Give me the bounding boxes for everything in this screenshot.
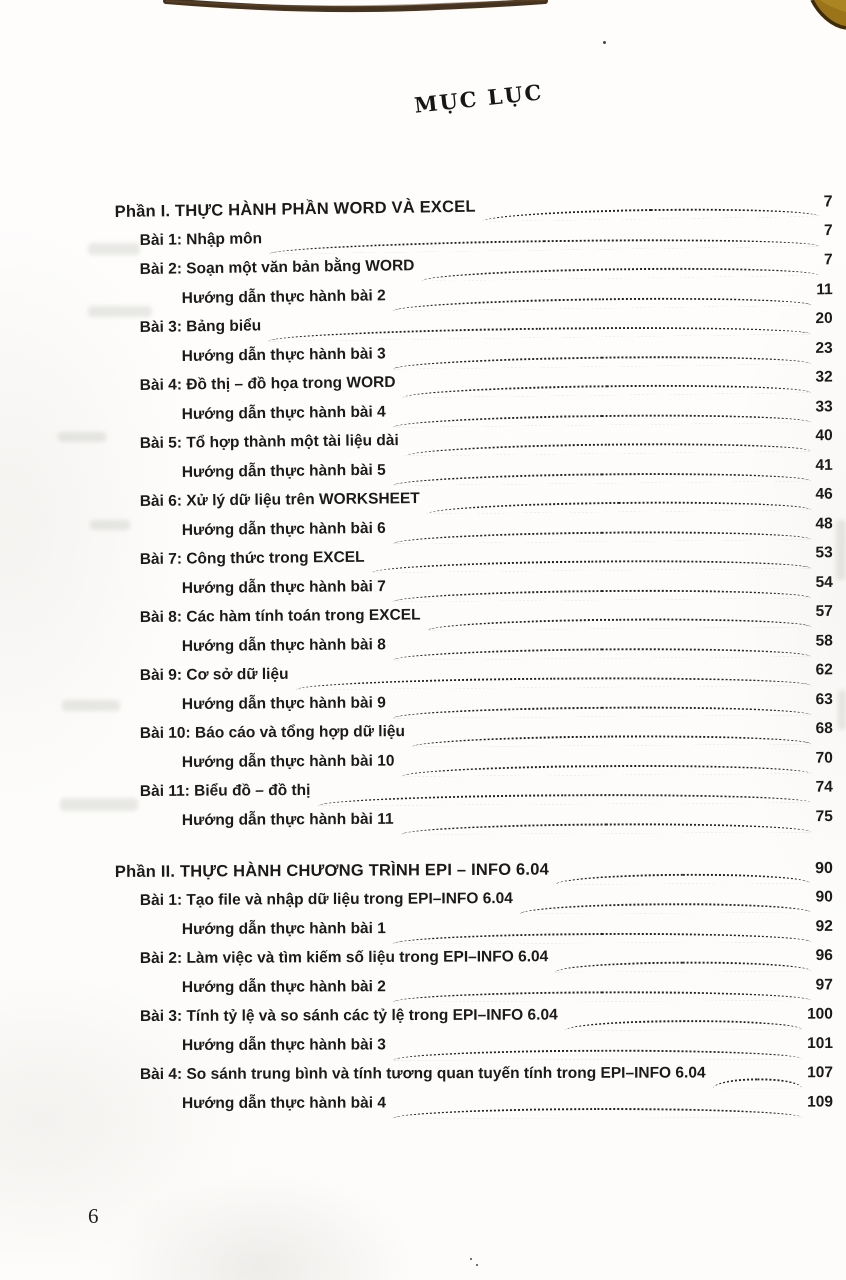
- dot-leader: [296, 676, 811, 690]
- dot-leader: [713, 1078, 803, 1088]
- book-edge-shadow: [0, 0, 846, 18]
- scan-speck: [603, 41, 606, 44]
- toc-entry-page: 100: [807, 1005, 833, 1023]
- page-corner-curl: [786, 0, 846, 34]
- dot-leader: [393, 413, 811, 428]
- toc-entry-label: Hướng dẫn thực hành bài 4: [181, 1094, 386, 1112]
- dot-leader: [393, 588, 811, 602]
- toc-entry-label: Bài 2: Làm việc và tìm kiếm số liệu trong EPI–INFO 6.04: [139, 948, 549, 968]
- table-of-contents: [114, 193, 833, 1124]
- dot-leader: [556, 873, 810, 884]
- toc-entry-label: Bài 3: Tính tỷ lệ và so sánh các tỷ lệ trong EPI–INFO 6.04: [139, 1006, 558, 1025]
- toc-entry: [182, 918, 833, 950]
- toc-entry-label: Bài 6: Xử lý dữ liệu trên WORKSHEET: [139, 490, 420, 511]
- toc-entry-label: Bài 2: Soạn một văn bản bằng WORD: [139, 257, 415, 279]
- page-title: MỤC LỤC: [413, 79, 545, 118]
- toc-entry-page: 101: [807, 1034, 833, 1053]
- toc-entry-page: 54: [815, 573, 833, 592]
- toc-entry-label: Hướng dẫn thực hành bài 2: [181, 978, 386, 997]
- toc-entry-page: 23: [815, 339, 833, 357]
- dot-leader: [412, 734, 811, 747]
- toc-entry: [140, 1064, 833, 1095]
- toc-entry: [140, 779, 833, 812]
- dot-leader: [393, 932, 811, 944]
- dot-leader: [428, 617, 811, 630]
- toc-entry-page: 70: [815, 749, 833, 767]
- dot-leader: [393, 705, 811, 718]
- dot-leader: [520, 903, 811, 915]
- toc-entry-label: Bài 10: Báo cáo và tổng hợp dữ liệu: [139, 723, 406, 743]
- toc-entry-page: 58: [815, 632, 833, 650]
- page-number: 6: [88, 1204, 99, 1228]
- toc-entry: [140, 1006, 833, 1037]
- toc-entry-page: 11: [816, 281, 833, 299]
- bleed-through-smudge: [58, 432, 106, 442]
- dot-leader: [393, 295, 812, 311]
- dot-leader: [393, 1108, 802, 1119]
- dot-leader: [393, 530, 811, 544]
- toc-entry-label: Hướng dẫn thực hành bài 3: [181, 345, 386, 366]
- dot-leader: [401, 822, 811, 834]
- dot-leader: [402, 764, 811, 777]
- dot-leader: [393, 471, 811, 486]
- toc-entry-page: 32: [815, 368, 833, 386]
- bleed-through-smudge: [62, 700, 120, 711]
- dot-leader: [393, 354, 811, 369]
- bleed-through-smudge: [838, 690, 846, 730]
- toc-entry-label: Hướng dẫn thực hành bài 9: [181, 694, 386, 714]
- toc-entry-label: Bài 4: So sánh trung bình và tính tương quan tuyến tính trong EPI–INFO 6.04: [139, 1064, 706, 1083]
- toc-entry-label: Hướng dẫn thực hành bài 6: [181, 519, 386, 540]
- toc-entry-label: Hướng dẫn thực hành bài 3: [181, 1036, 386, 1054]
- toc-entry-label: Hướng dẫn thực hành bài 11: [181, 810, 394, 830]
- toc-entry-page: 63: [815, 690, 833, 709]
- toc-entry-label: Hướng dẫn thực hành bài 2: [181, 287, 386, 308]
- toc-entry-page: 107: [807, 1064, 833, 1082]
- toc-entry-page: 75: [815, 808, 833, 826]
- toc-entry: [140, 947, 833, 979]
- dot-leader: [406, 441, 811, 456]
- toc-entry-label: Hướng dẫn thực hành bài 4: [181, 403, 386, 424]
- toc-entry-page: 96: [815, 946, 833, 965]
- dot-leader: [565, 1020, 802, 1031]
- dot-leader: [421, 265, 819, 281]
- toc-entry-page: 68: [815, 719, 833, 738]
- dot-leader: [427, 500, 811, 514]
- toc-entry-page: 33: [815, 398, 833, 416]
- toc-entry-page: 7: [823, 251, 833, 269]
- scan-speck: [470, 1258, 472, 1260]
- toc-entry-page: 46: [815, 485, 833, 503]
- toc-section-heading-label: Phần II. THỰC HÀNH CHƯƠNG TRÌNH EPI – INFO 6.04: [114, 860, 550, 882]
- dot-leader: [393, 991, 811, 1003]
- dot-leader: [555, 961, 810, 972]
- toc-entry-label: Hướng dẫn thực hành bài 8: [181, 636, 386, 656]
- toc-entry-label: Bài 8: Các hàm tính toán trong EXCEL: [139, 606, 421, 627]
- dot-leader: [317, 793, 810, 806]
- toc-entry-label: Bài 11: Biểu đồ – đồ thị: [139, 781, 311, 801]
- toc-entry-page: 62: [815, 661, 833, 679]
- toc-entry-label: Bài 1: Tạo file và nhập dữ liệu trong EPI–INFO 6.04: [139, 890, 513, 910]
- toc-entry-label: Bài 1: Nhập môn: [139, 230, 263, 250]
- dot-leader: [393, 1049, 802, 1060]
- toc-entry-page: 109: [807, 1093, 833, 1111]
- toc-entry: [182, 1035, 833, 1066]
- bleed-through-smudge: [836, 520, 846, 580]
- dot-leader: [403, 383, 811, 398]
- toc-entry: [182, 750, 833, 783]
- toc-section-heading-label: Phần I. THỰC HÀNH PHẦN WORD VÀ EXCEL: [114, 197, 476, 222]
- toc-entry-label: Hướng dẫn thực hành bài 10: [181, 752, 395, 772]
- toc-section-heading-page: 90: [815, 859, 833, 878]
- scan-speck: [476, 1264, 478, 1266]
- toc-entry-label: Hướng dẫn thực hành bài 1: [181, 920, 386, 939]
- toc-section-heading: [115, 859, 833, 892]
- toc-entry-label: Bài 7: Công thức trong EXCEL: [139, 548, 365, 569]
- toc-entry-label: Hướng dẫn thực hành bài 5: [181, 461, 386, 482]
- dot-leader: [483, 207, 819, 222]
- toc-entry-label: Bài 3: Bảng biểu: [139, 317, 262, 337]
- dot-leader: [268, 324, 810, 341]
- toc-entry: [182, 808, 833, 841]
- toc-entry-page: 90: [815, 888, 833, 906]
- toc-entry: [182, 1094, 833, 1124]
- toc-entry-page: 20: [815, 309, 833, 328]
- dot-leader: [269, 236, 819, 254]
- toc-entry-page: 40: [815, 427, 833, 445]
- toc-entry: [140, 720, 833, 754]
- toc-entry: [182, 976, 833, 1008]
- toc-entry-page: 7: [823, 222, 833, 240]
- toc-entry-page: 48: [815, 515, 833, 533]
- toc-entry-label: Hướng dẫn thực hành bài 7: [181, 578, 386, 598]
- toc-entry-page: 74: [815, 778, 833, 796]
- toc-entry-page: 53: [815, 544, 833, 562]
- toc-entry-label: Bài 5: Tổ hợp thành một tài liệu dài: [139, 432, 399, 453]
- dot-leader: [372, 558, 811, 572]
- toc-entry-page: 92: [815, 917, 833, 935]
- toc-entry-label: Bài 9: Cơ sở dữ liệu: [139, 665, 289, 685]
- toc-entry-page: 57: [815, 602, 833, 620]
- toc-section-heading-page: 7: [823, 193, 833, 211]
- toc-entry: [140, 888, 833, 921]
- toc-entry-page: 97: [815, 976, 833, 994]
- dot-leader: [393, 647, 811, 661]
- toc-entry-page: 41: [815, 456, 833, 474]
- toc-entry-label: Bài 4: Đồ thị – đồ họa trong WORD: [139, 373, 396, 395]
